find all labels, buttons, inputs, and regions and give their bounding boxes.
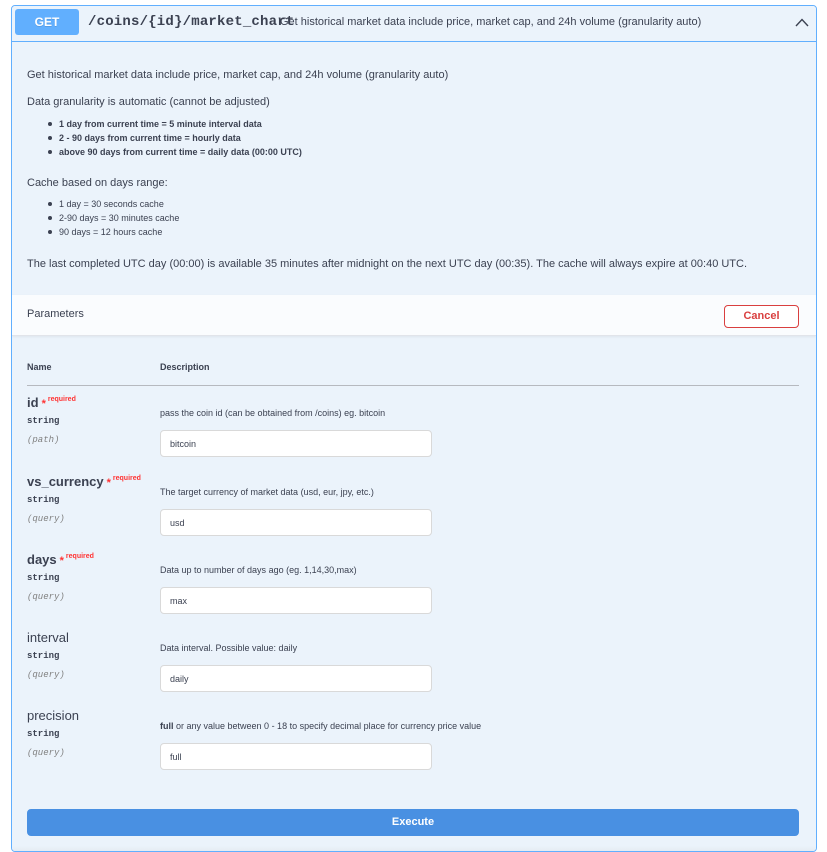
param-location: (query) [27, 670, 65, 680]
param-type: string [27, 416, 60, 426]
param-description [160, 721, 481, 731]
interval-input[interactable] [160, 665, 432, 692]
param-type: string [27, 573, 60, 583]
cache-heading: Cache based on days range: [27, 177, 168, 189]
id-input[interactable] [160, 430, 432, 457]
vs-currency-input[interactable] [160, 509, 432, 536]
endpoint-path: /coins/{id}/market_chart [88, 14, 295, 30]
param-location: (query) [27, 748, 65, 758]
cancel-button[interactable]: Cancel [724, 305, 799, 328]
required-label: required [47, 396, 76, 403]
param-row-id [27, 395, 799, 465]
list-item: 2 - 90 days from current time = hourly data [27, 131, 302, 145]
required-label: required [112, 475, 141, 482]
operation-summary[interactable] [12, 6, 816, 42]
block-bottom-edge [12, 846, 816, 852]
param-description: The target currency of market data (usd, eur, jpy, etc.) [160, 487, 374, 497]
param-type: string [27, 729, 60, 739]
param-description-text: or any value between 0 - 18 to specify decimal place for currency price value [173, 721, 482, 731]
param-location: (path) [27, 435, 60, 445]
param-row-interval [27, 630, 799, 700]
cache-list [27, 197, 179, 239]
param-row-precision [27, 708, 799, 778]
days-input[interactable] [160, 587, 432, 614]
param-name: precision [27, 708, 80, 723]
execute-button[interactable]: Execute [27, 809, 799, 836]
required-star: * [59, 555, 64, 567]
param-location: (query) [27, 514, 65, 524]
parameters-table-header [27, 362, 799, 386]
precision-input[interactable] [160, 743, 432, 770]
param-type: string [27, 495, 60, 505]
param-row-days [27, 552, 799, 622]
parameters-header [12, 295, 816, 336]
param-name [27, 552, 94, 567]
param-description-keyword: full [160, 721, 174, 731]
granularity-list [27, 117, 302, 159]
chevron-up-icon[interactable] [794, 15, 810, 31]
param-name [27, 474, 141, 489]
list-item: above 90 days from current time = daily data (00:00 UTC) [27, 145, 302, 159]
required-star: * [41, 398, 46, 410]
http-method-badge: GET [15, 9, 79, 35]
column-header-name: Name [27, 362, 52, 372]
column-header-description: Description [160, 362, 210, 372]
param-type: string [27, 651, 60, 661]
param-name-text: id [27, 395, 39, 410]
list-item: 1 day from current time = 5 minute interval data [27, 117, 302, 131]
param-name: interval [27, 630, 69, 645]
list-item: 90 days = 12 hours cache [27, 225, 179, 239]
required-star: * [106, 477, 111, 489]
required-label: required [65, 553, 94, 560]
list-item: 2-90 days = 30 minutes cache [27, 211, 179, 225]
operation-block [11, 5, 817, 852]
operation-summary-description: Get historical market data include price, market cap, and 24h volume (granularity auto) [280, 16, 702, 28]
param-name [27, 395, 76, 410]
param-description: Data interval. Possible value: daily [160, 643, 298, 653]
param-description: pass the coin id (can be obtained from /coins) eg. bitcoin [160, 408, 386, 418]
param-location: (query) [27, 592, 65, 602]
param-description: Data up to number of days ago (eg. 1,14,30,max) [160, 565, 357, 575]
description-intro: Get historical market data include price, market cap, and 24h volume (granularity auto) [27, 69, 449, 81]
param-row-vs-currency [27, 474, 799, 544]
param-name-text: vs_currency [27, 474, 104, 489]
param-name-text: days [27, 552, 57, 567]
granularity-note: Data granularity is automatic (cannot be adjusted) [27, 96, 270, 108]
parameters-title: Parameters [27, 308, 84, 320]
cache-expiry-note: The last completed UTC day (00:00) is available 35 minutes after midnight on the next UTC day (00:35). The cache will always expire at 00:40 UTC. [27, 258, 748, 270]
list-item: 1 day = 30 seconds cache [27, 197, 179, 211]
